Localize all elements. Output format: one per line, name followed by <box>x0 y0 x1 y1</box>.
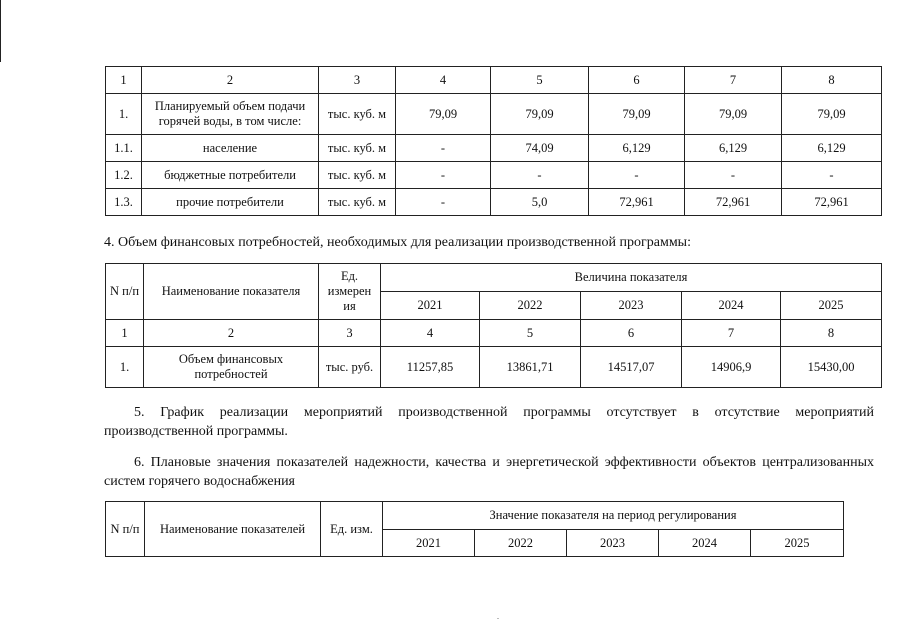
value-cell: 79,09 <box>396 94 491 135</box>
value-cell: 79,09 <box>491 94 589 135</box>
indicator-name: бюджетные потребители <box>142 162 319 189</box>
column-header-value-group: Величина показателя <box>381 264 882 292</box>
value-cell: 5,0 <box>491 189 589 216</box>
column-index: 3 <box>319 320 381 347</box>
value-cell: 79,09 <box>589 94 685 135</box>
column-header-name: Наименование показателей <box>145 502 321 557</box>
year-header: 2024 <box>682 292 781 320</box>
value-cell: - <box>396 189 491 216</box>
indicator-name: Объем финансовых потребностей <box>144 347 319 388</box>
unit: тыс. куб. м <box>319 189 396 216</box>
year-header: 2022 <box>480 292 581 320</box>
column-index: 7 <box>682 320 781 347</box>
column-index: 8 <box>782 67 882 94</box>
financial-needs-table <box>105 263 882 388</box>
value-cell: 72,961 <box>782 189 882 216</box>
hot-water-volume-table <box>105 66 882 216</box>
table-index-row <box>106 320 882 347</box>
value-cell: 72,961 <box>685 189 782 216</box>
column-header-value-group: Значение показателя на период регулирования <box>383 502 844 530</box>
value-cell: 72,961 <box>589 189 685 216</box>
column-index: 7 <box>685 67 782 94</box>
value-cell: 6,129 <box>589 135 685 162</box>
value-cell: - <box>782 162 882 189</box>
table-row <box>106 135 882 162</box>
year-header: 2022 <box>475 530 567 557</box>
value-cell: 11257,85 <box>381 347 480 388</box>
year-header: 2021 <box>383 530 475 557</box>
unit: тыс. руб. <box>319 347 381 388</box>
row-number: 1. <box>106 94 142 135</box>
column-header-number: N п/п <box>106 502 145 557</box>
value-cell: 79,09 <box>782 94 882 135</box>
unit: тыс. куб. м <box>319 162 396 189</box>
table-row <box>106 162 882 189</box>
scan-speck <box>497 618 499 619</box>
row-number: 1.1. <box>106 135 142 162</box>
section-6-paragraph: 6. Плановые значения показателей надежности, качества и энергетической эффективности объектов централизованных систем горячего водоснабжения <box>104 455 874 489</box>
value-cell: - <box>491 162 589 189</box>
value-cell: - <box>396 135 491 162</box>
column-index: 4 <box>381 320 480 347</box>
table-row <box>106 189 882 216</box>
indicator-name: прочие потребители <box>142 189 319 216</box>
section-5-paragraph: 5. График реализации мероприятий производственной программы отсутствует в отсутствие мероприятий производственной программы. <box>104 405 874 439</box>
page-edge-line <box>0 0 1 62</box>
reliability-indicators-table <box>105 501 844 557</box>
column-index: 1 <box>106 67 142 94</box>
column-index: 1 <box>106 320 144 347</box>
column-index: 4 <box>396 67 491 94</box>
year-header: 2023 <box>581 292 682 320</box>
value-cell: 6,129 <box>782 135 882 162</box>
year-header: 2021 <box>381 292 480 320</box>
column-index: 5 <box>480 320 581 347</box>
unit: тыс. куб. м <box>319 94 396 135</box>
value-cell: 14517,07 <box>581 347 682 388</box>
column-header-unit: Ед. изм. <box>321 502 383 557</box>
section-4-heading: 4. Объем финансовых потребностей, необходимых для реализации производственной программы: <box>104 235 691 250</box>
column-index: 6 <box>589 67 685 94</box>
column-index: 6 <box>581 320 682 347</box>
value-cell: - <box>685 162 782 189</box>
column-index: 3 <box>319 67 396 94</box>
column-index: 8 <box>781 320 882 347</box>
row-number: 1.3. <box>106 189 142 216</box>
value-cell: - <box>589 162 685 189</box>
value-cell: 14906,9 <box>682 347 781 388</box>
row-number: 1. <box>106 347 144 388</box>
table-header-row <box>106 502 844 530</box>
table-header-row <box>106 264 882 292</box>
value-cell: 13861,71 <box>480 347 581 388</box>
column-index: 5 <box>491 67 589 94</box>
value-cell: 79,09 <box>685 94 782 135</box>
year-header: 2025 <box>751 530 844 557</box>
value-cell: - <box>396 162 491 189</box>
year-header: 2025 <box>781 292 882 320</box>
indicator-name: население <box>142 135 319 162</box>
column-header-unit: Ед. измерен ия <box>319 264 381 320</box>
table-header-row <box>106 67 882 94</box>
row-number: 1.2. <box>106 162 142 189</box>
column-header-name: Наименование показателя <box>144 264 319 320</box>
column-header-number: N п/п <box>106 264 144 320</box>
year-header: 2024 <box>659 530 751 557</box>
column-index: 2 <box>142 67 319 94</box>
unit: тыс. куб. м <box>319 135 396 162</box>
table-row <box>106 94 882 135</box>
value-cell: 15430,00 <box>781 347 882 388</box>
year-header: 2023 <box>567 530 659 557</box>
value-cell: 6,129 <box>685 135 782 162</box>
indicator-name: Планируемый объем подачи горячей воды, в том числе: <box>142 94 319 135</box>
value-cell: 74,09 <box>491 135 589 162</box>
table-row <box>106 347 882 388</box>
column-index: 2 <box>144 320 319 347</box>
